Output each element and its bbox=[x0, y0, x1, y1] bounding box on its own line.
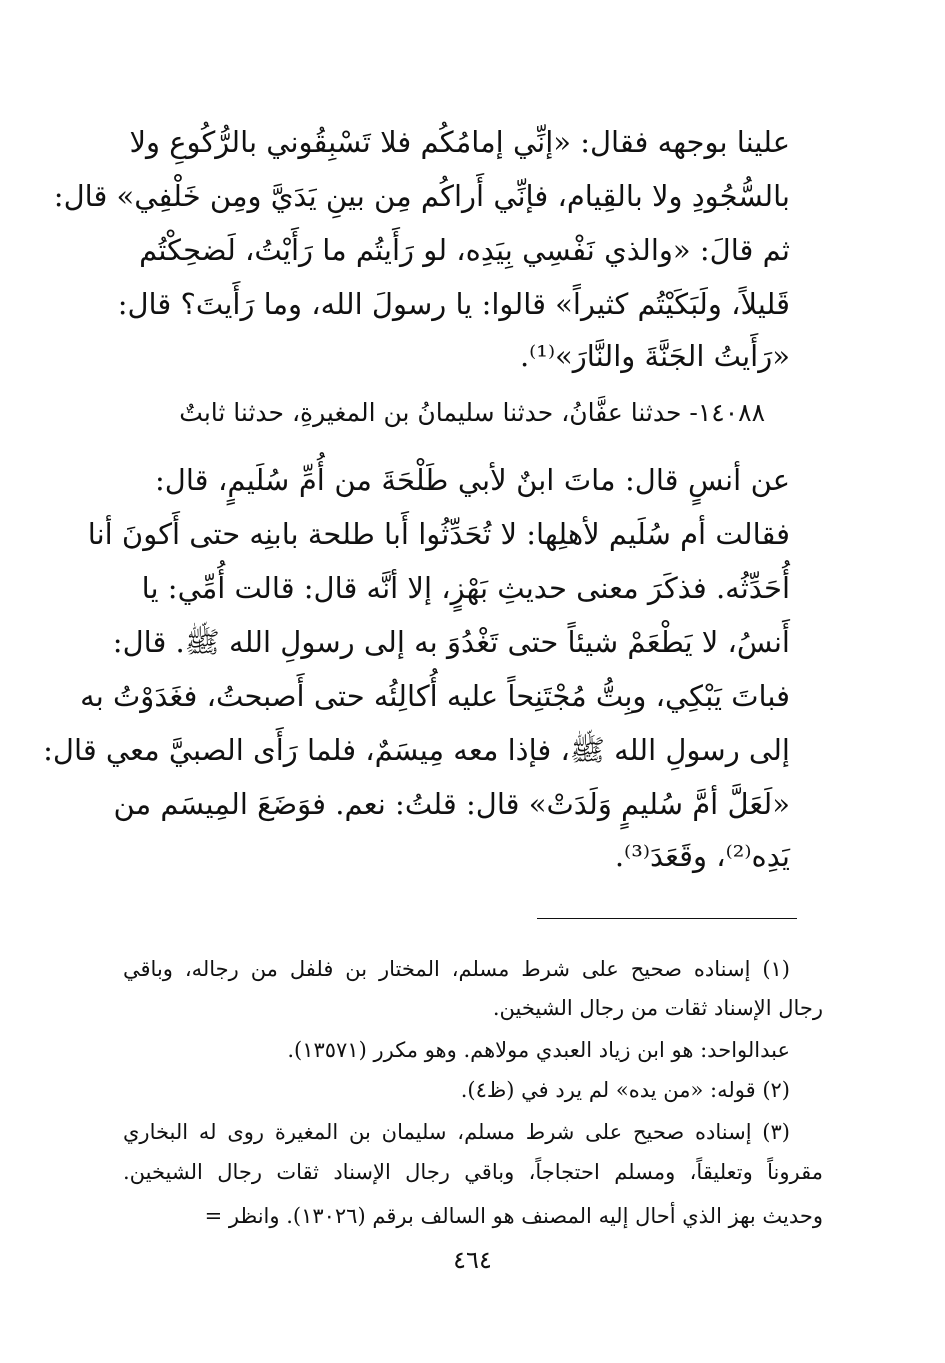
footnote-separator bbox=[537, 918, 797, 919]
footnote-line: (٣) إسناده صحيح على شرط مسلم، سليمان بن المغيرة روى له البخاري bbox=[123, 1120, 790, 1144]
text-line: ثم قالَ: «والذي نَفْسِي بِيَدِه، لو رَأَيتُم ما رَأَيْتُ، لَضحِكْتُم bbox=[139, 233, 790, 267]
footnote-line: عبدالواحد: هو ابن زياد العبدي مولاهم. وهو مكرر (١٣٥٧١). bbox=[287, 1038, 790, 1062]
footnote-line: (١) إسناده صحيح على شرط مسلم، المختار بن فلفل من رجاله، وباقي bbox=[123, 957, 790, 981]
text-line: «لَعَلَّ أمَّ سُليمٍ وَلَدَتْ» قال: قلتُ: نعم. فوَضَعَ المِيسَم من bbox=[113, 787, 790, 821]
footnote-line: رجال الإسناد ثقات من رجال الشيخين. bbox=[492, 996, 823, 1020]
text-line: فباتَ يَبْكِي، وبِتُّ مُجْتَنِحاً عليه أُكالِئُه حتى أَصبحتُ، فغَدَوْتُ به bbox=[80, 679, 790, 713]
text-line: إلى رسولِ الله ﷺ، فإذا معه مِيسَمٌ، فلما رَأَى الصبيَّ معي قال: bbox=[43, 733, 790, 767]
footnote-line: مقروناً وتعليقاً، ومسلم احتجاجاً، وباقي رجال الإسناد ثقات رجال الشيخين. bbox=[123, 1160, 823, 1184]
hadith-heading: ١٤٠٨٨- حدثنا عفَّانُ، حدثنا سليمانُ بن المغيرةِ، حدثنا ثابتٌ bbox=[179, 398, 765, 427]
text-line: يَدِه⁽²⁾، وقَعَدَ⁽³⁾. bbox=[614, 839, 790, 873]
page-number: ٤٦٤ bbox=[453, 1246, 492, 1274]
text-line: أُحَدِّثُه. فذكَرَ معنى حديثِ بَهْزٍ، إلا أنَّه قال: قالت أُمِّي: يا bbox=[141, 571, 790, 605]
footnote-line: وحديث بهز الذي أحال إليه المصنف هو السالف برقم (١٣٠٢٦). وانظر = bbox=[204, 1204, 823, 1228]
text-line: بالسُّجُودِ ولا بالقِيام، فإنِّي أَراكُم مِن بينِ يَدَيَّ ومِن خَلْفِي» قال: bbox=[53, 179, 790, 213]
text-line: أَنسُ، لا يَطْعَمْ شيئاً حتى تَغْدُوَ به إلى رسولِ الله ﷺ. قال: bbox=[112, 625, 790, 659]
text-line: عن أنسٍ قال: ماتَ ابنٌ لأبي طَلْحَةَ من أُمِّ سُلَيمٍ، قال: bbox=[155, 463, 790, 497]
text-line: فقالت أم سُلَيم لأهلِها: لا تُحَدِّثُوا أَبا طلحة بابنِه حتى أَكونَ أنا bbox=[87, 517, 790, 551]
text-line: قَليلاً، ولَبَكَيْتُم كثيراً» قالوا: يا رسولَ الله، وما رَأَيتَ؟ قال: bbox=[117, 287, 790, 321]
text-line: علينا بوجهه فقال: «إنِّي إمامُكُم فلا تَسْبِقُوني بالرُّكُوعِ ولا bbox=[129, 125, 790, 159]
footnote-line: (٢) قوله: «من يده» لم يرد في (ظ٤). bbox=[460, 1078, 790, 1102]
text-line: «رَأَيتُ الجَنَّةَ والنَّارَ»⁽¹⁾. bbox=[519, 339, 790, 373]
